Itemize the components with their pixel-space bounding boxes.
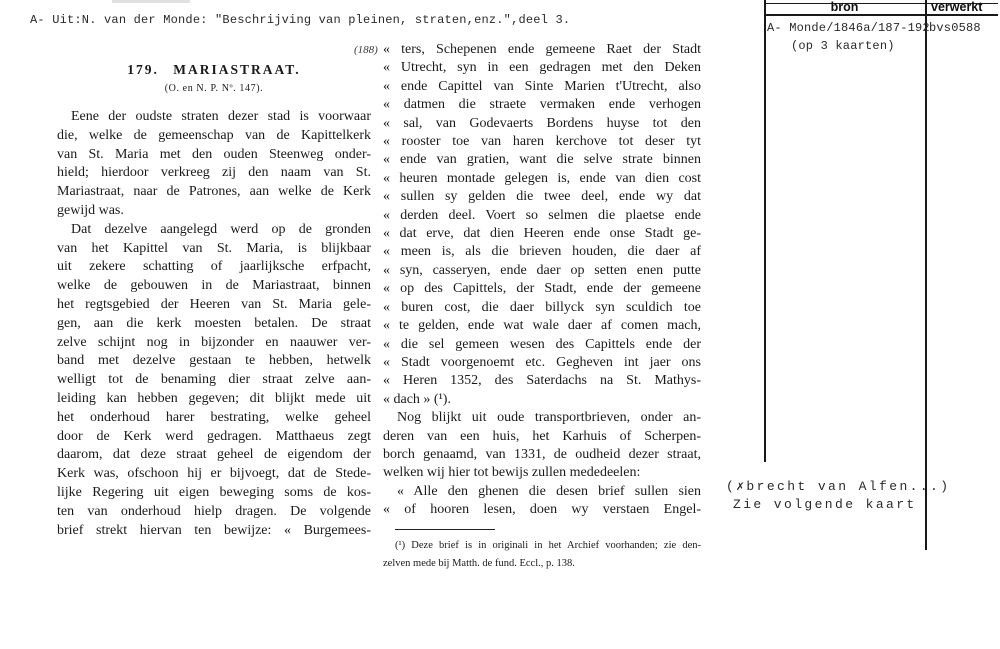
text-line: welligt tot de benaming dier straat zelve aan- <box>57 372 371 388</box>
text-line: van St. Maria met den ouden Steenweg onder- <box>57 146 371 162</box>
scan-artifact <box>112 0 190 3</box>
text-line: « buren cost, die daer billyck syn sculdich toe <box>383 299 701 315</box>
text-line: gewijd was. <box>57 202 124 218</box>
text-line: deren van een huis, het Karhuis of Scherpen- <box>383 428 701 444</box>
text-line: « datmen die straete vermaken ende verhogen <box>383 97 701 113</box>
column-header-bron: bron <box>830 0 859 14</box>
text-line: « sal, van Godevaerts Bordens huyse tot den <box>383 115 701 131</box>
footnote-text <box>383 537 701 574</box>
table-header-underline <box>764 14 998 16</box>
text-line: Nog blijkt uit oude transportbrieven, onder an- <box>397 410 701 426</box>
text-line: daarom, dat deze straat geheel de eigendom der <box>57 447 371 463</box>
text-line: borch genaamd, van 1331, de oudheid dezer straat, <box>383 446 701 462</box>
text-line: « op des Capittels, der Stadt, ende der gemeene <box>383 281 701 297</box>
table-left-border <box>764 0 766 462</box>
text-line: brief strekt hiervan ten bewijze: « Burgemees- <box>57 522 371 538</box>
right-column-text <box>383 41 701 520</box>
table-column-divider <box>925 0 927 550</box>
table-cell-bron-line2: (op 3 kaarten) <box>791 39 895 53</box>
text-line: Dat dezelve aangelegd werd op de gronden <box>71 221 371 237</box>
text-line: « Stadt voorgenoemt etc. Gegheven int jaer ons <box>383 354 701 370</box>
column-header-verwerkt: verwerkt <box>931 0 983 14</box>
text-line: Mariastraat, naar de Patrones, aan welke de Kerk <box>57 184 371 200</box>
text-line: « derden deel. Voert so selmen die plaetse ende <box>383 207 701 223</box>
text-line: welke de gebouwen in de Mariastraat, binnen <box>57 278 371 294</box>
text-line: « ende Capittel van Sinte Marien t'Utrecht, also <box>383 78 701 94</box>
text-line: band met dezelve gestaan te hebben, hetwelk <box>57 353 371 369</box>
text-line: uit zekere schatting of jaarlijksche erfpacht, <box>57 259 371 275</box>
text-line: « sullen sy gelden die twee deel, ende wy dat <box>383 189 701 205</box>
text-line: « ters, Schepenen ende gemeene Raet der Stadt <box>383 42 701 57</box>
text-line: Kerk was, ofschoon hij er bijvoegt, dat de Stede- <box>57 466 371 482</box>
text-line: « te gelden, ende wat wale daer af comen mach, <box>383 318 701 334</box>
margin-page-note: (188) <box>354 44 378 56</box>
left-column-text <box>57 108 371 540</box>
text-line: « ende van gratien, want die selve strate binnen <box>383 152 701 168</box>
table-cell-bron-line1: A- Monde/1846a/187-192 <box>767 21 930 35</box>
text-line: « dach » (¹). <box>383 391 451 407</box>
text-line: het onderhoud harer bestrating, welke geheel <box>57 409 371 425</box>
text-line: « rooster toe van haren kerchove tot deser tyt <box>383 134 701 150</box>
text-line: « syn, casseryen, ende daer op setten enen putte <box>383 262 701 278</box>
text-line: gen, aan die kerk moesten betalen. De straat <box>57 315 371 331</box>
text-line: het regtsgebied der Heeren van St. Maria gele- <box>57 296 371 312</box>
source-reference-line: A- Uit:N. van der Monde: "Beschrijving van pleinen, straten,enz.",deel 3. <box>30 13 571 27</box>
text-line: welken wij hier tot bewijs zullen mededeelen: <box>383 465 641 481</box>
bottom-note-line1: (✗brecht van Alfen...) <box>726 479 951 494</box>
text-line: « Alle den ghenen die desen brief sullen sien <box>397 483 701 499</box>
text-line: « of hooren lesen, doen wy verstaen Engel- <box>383 502 701 518</box>
table-cell-verwerkt: bvs0588 <box>929 21 981 35</box>
article-heading: 179. MARIASTRAAT. <box>127 62 301 77</box>
text-line: hield; hierdoor verkreeg zij den naam van St. <box>57 165 371 181</box>
text-line: « dat erve, dat dien Heeren ende onse Stadt ge- <box>383 226 701 242</box>
text-line: « meen is, als die brieven houden, die daer af <box>383 244 701 260</box>
footnote-line: (¹) Deze brief is in originali in het Archief voorhanden; zie den- <box>395 539 701 551</box>
text-line: « heuren montade gelegen is, ende van dien cost <box>383 170 701 186</box>
text-line: « Utrecht, syn in een gedragen met den Deken <box>383 60 701 76</box>
text-line: « die sel gemeen wesen des Capittels ende der <box>383 336 701 352</box>
text-line: « Heren 1352, des Saterdachs na St. Mathys- <box>383 373 701 389</box>
article-subheading: (O. en N. P. Nº. 147). <box>164 83 264 94</box>
text-line: zelve schijnt nog in bijzonder en naauwer ver- <box>57 334 371 350</box>
bottom-note-line2: Zie volgende kaart <box>733 497 917 512</box>
book-right-column <box>383 41 701 573</box>
text-line: lijke Regering uit eigen beweging soms de kos- <box>57 484 371 500</box>
text-line: leiding kan hebben gegeven; dit blijkt mede uit <box>57 390 371 406</box>
footnote-separator <box>395 529 495 530</box>
text-line: Eene der oudste straten dezer stad is voorwaar <box>71 109 371 124</box>
text-line: door de Kerk werd gedragen. Matthaeus zegt <box>57 428 371 444</box>
text-line: van het Kapittel van St. Maria, is blijkbaar <box>57 240 371 256</box>
text-line: die, welke de gemeenschap van de Kapittelkerk <box>57 127 371 143</box>
book-left-column <box>57 62 371 540</box>
footnote-line: zelven mede bij Matth. de fund. Eccl., p. 138. <box>383 557 575 569</box>
text-line: ten van onderhoud hielp dragen. De volgende <box>57 503 371 519</box>
